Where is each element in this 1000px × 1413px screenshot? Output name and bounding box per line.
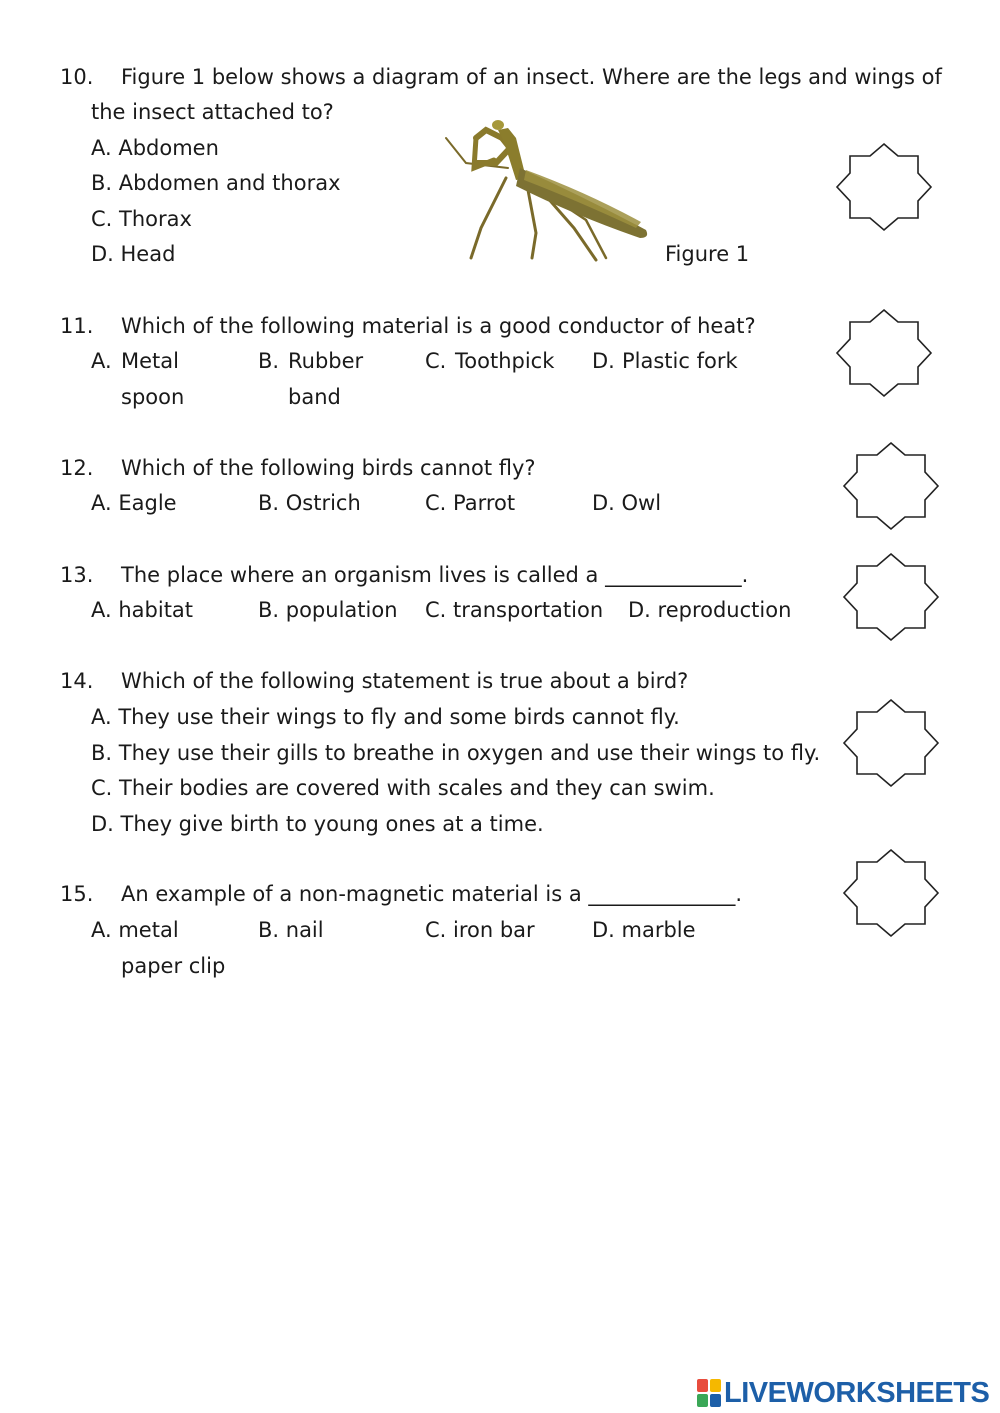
q12-option-d[interactable]: D. Owl <box>592 491 662 515</box>
q11-option-c-label: C. <box>425 349 447 373</box>
liveworksheets-logo <box>697 1377 989 1409</box>
q14-number: 14. <box>60 669 94 693</box>
q11-text: Which of the following material is a good conductor of heat? <box>121 314 756 338</box>
q12-option-b[interactable]: B. Ostrich <box>258 491 361 515</box>
q14-text: Which of the following statement is true about a bird? <box>121 669 689 693</box>
q12-option-a[interactable]: A. Eagle <box>91 491 177 515</box>
q13-option-c[interactable]: C. transportation <box>425 598 604 622</box>
q11-option-a-text-cont: spoon <box>121 385 185 409</box>
q11-number: 11. <box>60 314 94 338</box>
q13-option-b[interactable]: B. population <box>258 598 398 622</box>
q15-option-c[interactable]: C. iron bar <box>425 918 535 942</box>
q13-option-d[interactable]: D. reproduction <box>628 598 792 622</box>
q14-option-d[interactable]: D. They give birth to young ones at a time. <box>91 812 544 836</box>
q11-option-b-text-cont: band <box>288 385 341 409</box>
q14-option-b[interactable]: B. They use their gills to breathe in oxygen and use their wings to fly. <box>91 741 821 765</box>
q12-number: 12. <box>60 456 94 480</box>
q10-option-b[interactable]: B. Abdomen and thorax <box>91 171 341 195</box>
q15-option-a-cont: paper clip <box>121 954 226 978</box>
q14-option-a[interactable]: A. They use their wings to fly and some birds cannot fly. <box>91 705 680 729</box>
q13-number: 13. <box>60 563 94 587</box>
q12-answer-star-icon[interactable] <box>842 441 940 531</box>
q11-option-a-label: A. <box>91 349 112 373</box>
q15-text: An example of a non-magnetic material is a ______________. <box>121 882 743 906</box>
q10-option-c[interactable]: C. Thorax <box>91 207 192 231</box>
q12-option-c[interactable]: C. Parrot <box>425 491 516 515</box>
q10-option-a[interactable]: A. Abdomen <box>91 136 219 160</box>
q13-text: The place where an organism lives is called a _____________. <box>121 563 749 587</box>
q11-option-a-text: Metal <box>121 349 179 373</box>
q10-option-d[interactable]: D. Head <box>91 242 176 266</box>
q15-option-b[interactable]: B. nail <box>258 918 324 942</box>
q11-answer-star-icon[interactable] <box>835 308 933 398</box>
q15-option-d[interactable]: D. marble <box>592 918 696 942</box>
q10-answer-star-icon[interactable] <box>835 142 933 232</box>
q14-answer-star-icon[interactable] <box>842 698 940 788</box>
liveworksheets-logo-text: LIVEWORKSHEETS <box>724 1376 990 1409</box>
figure-1-caption: Figure 1 <box>665 242 750 266</box>
q15-number: 15. <box>60 882 94 906</box>
q10-text: Figure 1 below shows a diagram of an insect. Where are the legs and wings of <box>121 65 942 89</box>
q12-text: Which of the following birds cannot fly? <box>121 456 536 480</box>
q11-option-b-text: Rubber <box>288 349 364 373</box>
q11-option-d-text: Plastic fork <box>622 349 738 373</box>
liveworksheets-logo-icon <box>697 1379 721 1407</box>
q11-option-b-label: B. <box>258 349 280 373</box>
q15-option-a[interactable]: A. metal <box>91 918 179 942</box>
praying-mantis-icon <box>436 108 658 268</box>
q14-option-c[interactable]: C. Their bodies are covered with scales and they can swim. <box>91 776 715 800</box>
q11-option-d-label: D. <box>592 349 615 373</box>
q13-option-a[interactable]: A. habitat <box>91 598 194 622</box>
q10-number: 10. <box>60 65 94 89</box>
q11-option-c-text: Toothpick <box>455 349 555 373</box>
q10-text-cont: the insect attached to? <box>91 100 334 124</box>
q13-answer-star-icon[interactable] <box>842 552 940 642</box>
q15-answer-star-icon[interactable] <box>842 848 940 938</box>
